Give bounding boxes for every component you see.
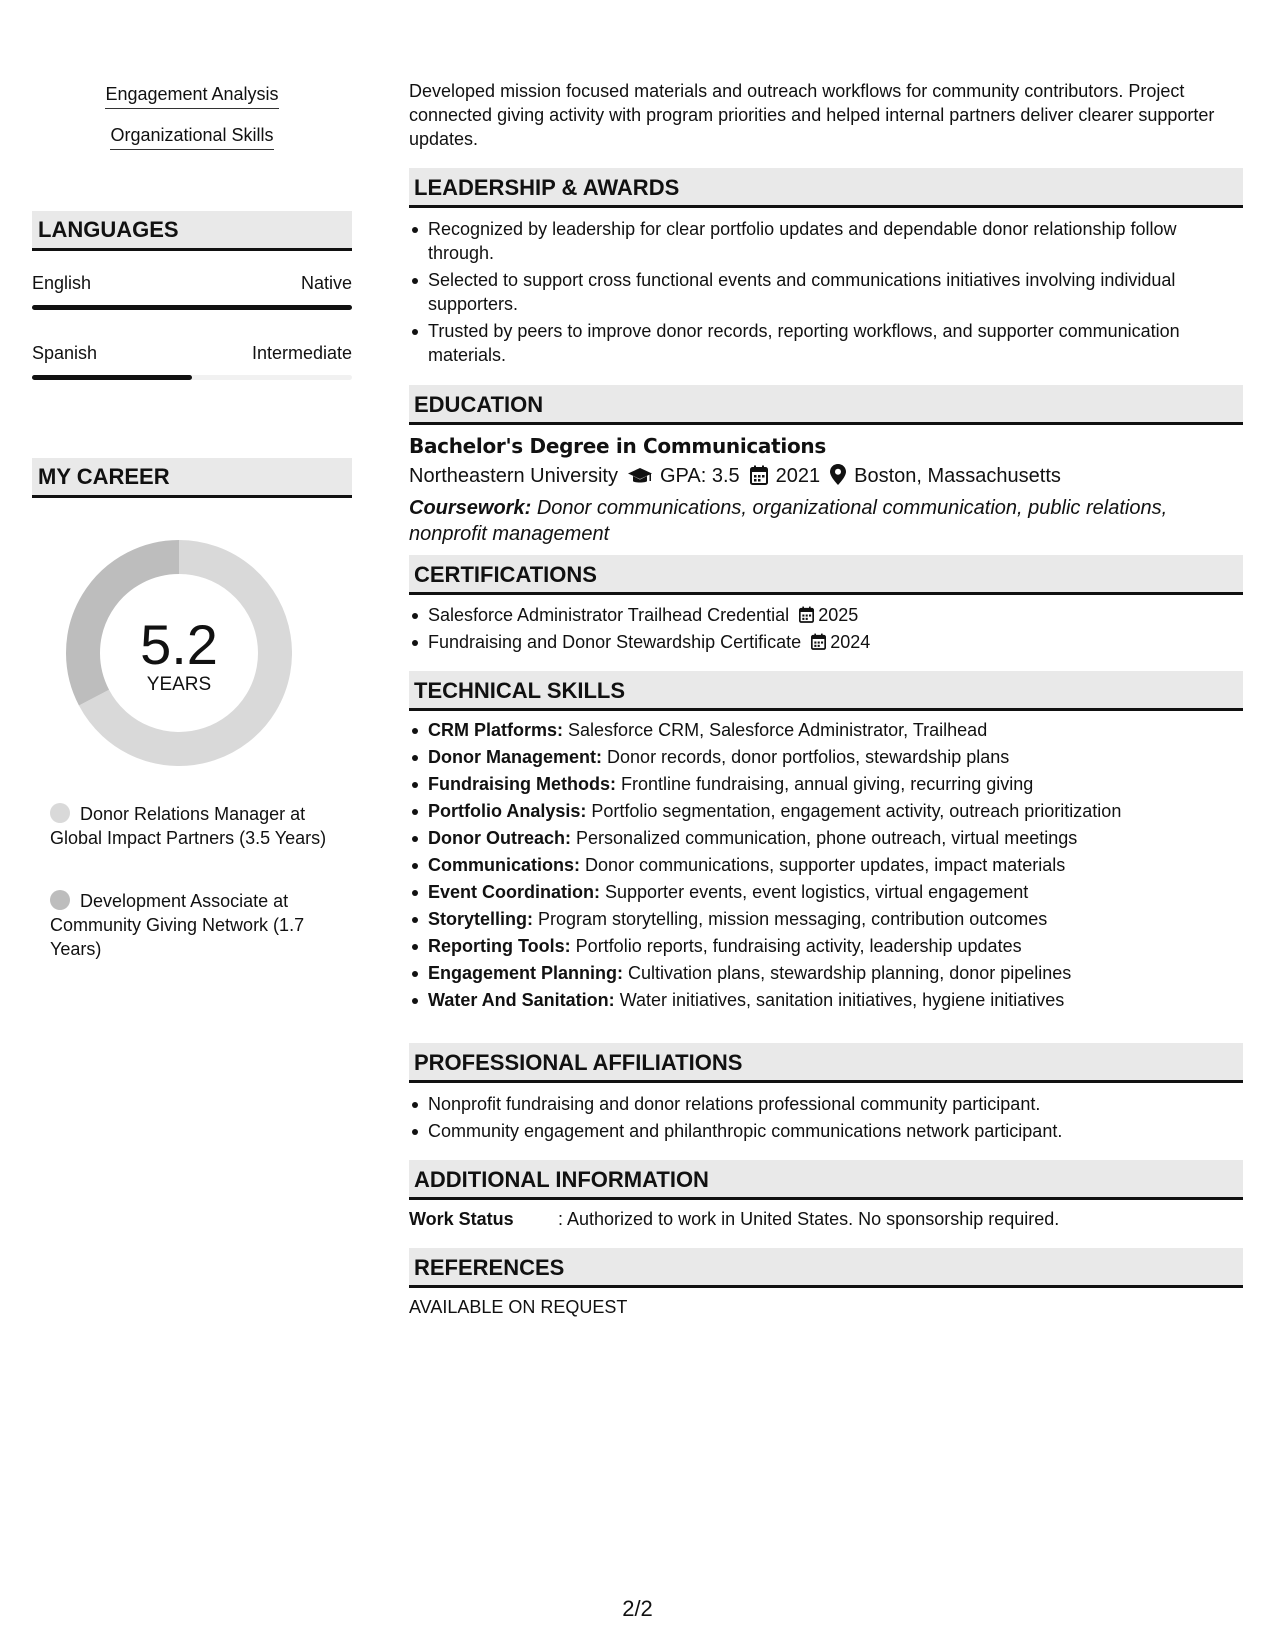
skill-category: Communications:	[428, 855, 581, 875]
career-legend-label: Development Associate at Community Giving Network (1.7 Years)	[50, 891, 305, 959]
education-heading: EDUCATION	[409, 385, 1243, 425]
skill-category: Engagement Planning:	[428, 963, 624, 983]
skill-category: Portfolio Analysis:	[428, 801, 587, 821]
language-proficiency-bar	[32, 375, 352, 380]
page-number: 2/2	[622, 1596, 653, 1621]
skill-tags	[32, 84, 352, 166]
degree-title: Bachelor's Degree in Communications	[409, 434, 826, 458]
skill-values: Water initiatives, sanitation initiatives, hygiene initiatives	[619, 990, 1065, 1010]
coursework	[409, 495, 1243, 547]
project-description: Developed mission focused materials and outreach workflows for community contributors. Project connected giving activity with program priorities and helped internal partners deliver clearer supporter updates.	[409, 81, 1215, 149]
school-location: Boston, Massachusetts	[854, 465, 1061, 487]
list-item	[409, 603, 1243, 627]
career-legend-item	[50, 889, 330, 961]
certification-date	[799, 605, 858, 625]
career-legend-label: Donor Relations Manager at Global Impact Partners (3.5 Years)	[50, 804, 327, 848]
list-item: Recognized by leadership for clear portfolio updates and dependable donor relationship follow through.	[409, 217, 1243, 265]
language-name: Spanish	[32, 343, 98, 363]
skill-values: Salesforce CRM, Salesforce Administrator, Trailhead	[568, 720, 988, 740]
certification-year: 2024	[830, 632, 871, 652]
certification-year: 2025	[818, 605, 859, 625]
skill-category: Storytelling:	[428, 909, 534, 929]
technical-skills-heading: TECHNICAL SKILLS	[409, 671, 1243, 711]
list-item	[409, 772, 1243, 796]
references-text: AVAILABLE ON REQUEST	[409, 1297, 628, 1317]
career-years-label: YEARS	[146, 674, 212, 695]
calendar-icon	[750, 465, 768, 491]
language-level: Intermediate	[251, 343, 352, 363]
skill-category: Reporting Tools:	[428, 936, 571, 956]
list-item: Selected to support cross functional events and communications initiatives involving individual supporters.	[409, 268, 1243, 316]
list-item	[409, 718, 1243, 742]
languages-heading: LANGUAGES	[32, 211, 352, 251]
work-status-value: : Authorized to work in United States. No sponsorship required.	[558, 1209, 1060, 1229]
list-item	[409, 799, 1243, 823]
career-donut-chart	[66, 540, 292, 766]
school-name: Northeastern University	[409, 465, 618, 487]
language-proficiency-fill	[32, 375, 192, 380]
skill-category: Donor Management:	[428, 747, 603, 767]
list-item	[409, 853, 1243, 877]
leadership-list	[409, 217, 1243, 370]
list-item	[409, 961, 1243, 985]
list-item	[409, 826, 1243, 850]
skill-values: Supporter events, event logistics, virtual engagement	[605, 882, 1029, 902]
list-item	[409, 630, 1243, 654]
list-item: Community engagement and philanthropic communications network participant.	[409, 1119, 1243, 1143]
coursework-label: Coursework:	[409, 497, 532, 519]
skill-tag: Engagement Analysis	[105, 84, 278, 109]
graduation-year: 2021	[775, 465, 821, 487]
skill-values: Portfolio segmentation, engagement activity, outreach prioritization	[591, 801, 1122, 821]
language-name: English	[32, 273, 92, 293]
work-status-label: Work Status	[409, 1209, 514, 1229]
language-level: Native	[300, 273, 352, 293]
skill-category: Water And Sanitation:	[428, 990, 615, 1010]
list-item	[409, 745, 1243, 769]
skill-category: Event Coordination:	[428, 882, 600, 902]
education-details	[409, 464, 1061, 491]
career-legend-item	[50, 802, 330, 850]
skill-values: Donor communications, supporter updates, impact materials	[585, 855, 1066, 875]
language-proficiency-bar	[32, 305, 352, 310]
map-pin-icon	[830, 464, 846, 491]
skill-values: Program storytelling, mission messaging, contribution outcomes	[538, 909, 1048, 929]
skill-category: Fundraising Methods:	[428, 774, 616, 794]
certification-date	[811, 632, 870, 652]
list-item: Nonprofit fundraising and donor relations professional community participant.	[409, 1092, 1243, 1116]
certifications-heading: CERTIFICATIONS	[409, 555, 1243, 595]
coursework-text: Donor communications, organizational communication, public relations, nonprofit management	[409, 497, 1168, 545]
skill-tag: Organizational Skills	[110, 125, 273, 150]
skill-values: Donor records, donor portfolios, stewardship plans	[607, 747, 1010, 767]
certification-name: Fundraising and Donor Stewardship Certificate	[428, 632, 802, 652]
certifications-list	[409, 603, 1243, 657]
skill-values: Portfolio reports, fundraising activity, leadership updates	[575, 936, 1022, 956]
career-heading: MY CAREER	[32, 458, 352, 498]
calendar-icon	[799, 606, 814, 623]
legend-swatch	[50, 803, 70, 823]
certification-name: Salesforce Administrator Trailhead Credential	[428, 605, 790, 625]
list-item	[409, 907, 1243, 931]
skill-values: Personalized communication, phone outreach, virtual meetings	[576, 828, 1078, 848]
list-item	[409, 988, 1243, 1012]
gpa: GPA: 3.5	[659, 465, 740, 487]
skill-values: Cultivation plans, stewardship planning, donor pipelines	[628, 963, 1072, 983]
language-proficiency-fill	[32, 305, 352, 310]
legend-swatch	[50, 890, 70, 910]
calendar-icon	[811, 633, 826, 650]
list-item	[409, 880, 1243, 904]
list-item	[409, 934, 1243, 958]
additional-info-heading: ADDITIONAL INFORMATION	[409, 1160, 1243, 1200]
affiliations-list	[409, 1092, 1243, 1146]
references-heading: REFERENCES	[409, 1248, 1243, 1288]
skill-category: CRM Platforms:	[428, 720, 564, 740]
skill-category: Donor Outreach:	[428, 828, 572, 848]
career-total-years: 5.2	[140, 613, 218, 676]
skill-values: Frontline fundraising, annual giving, recurring giving	[621, 774, 1034, 794]
technical-skills-list	[409, 718, 1243, 1015]
list-item: Trusted by peers to improve donor records, reporting workflows, and supporter communication materials.	[409, 319, 1243, 367]
affiliations-heading: PROFESSIONAL AFFILIATIONS	[409, 1043, 1243, 1083]
leadership-heading: LEADERSHIP & AWARDS	[409, 168, 1243, 208]
graduation-cap-icon	[628, 467, 652, 491]
